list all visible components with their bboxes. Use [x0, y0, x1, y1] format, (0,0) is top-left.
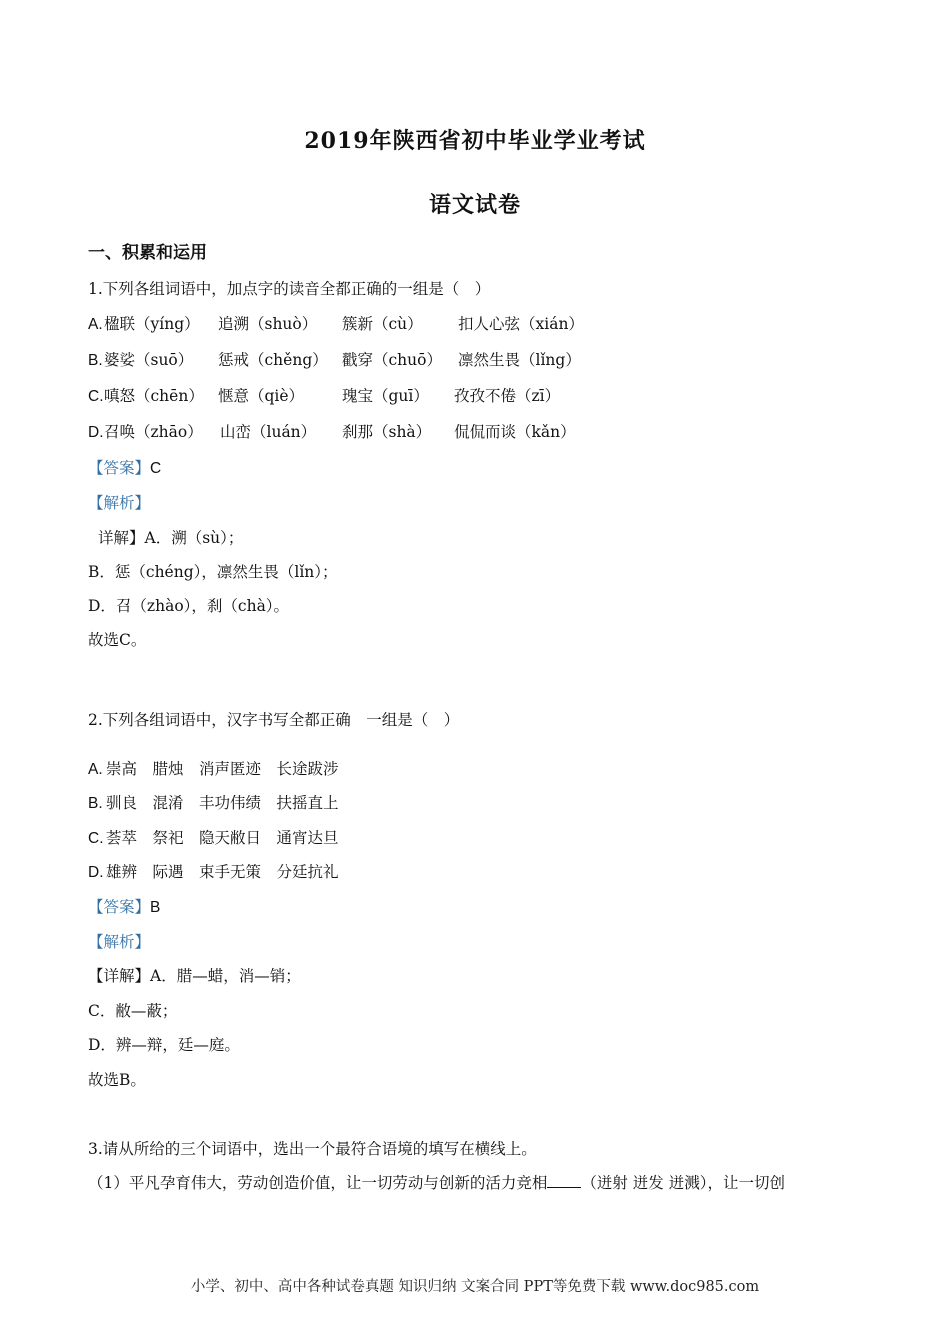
option-word: 惬意（qiè）	[218, 387, 305, 405]
option-label: B.	[88, 352, 103, 369]
option-label: A.	[88, 316, 103, 333]
q1-explanation-line: 详解】A．溯（sù）；	[98, 529, 244, 547]
answer-label: 【答案】	[88, 898, 151, 916]
option-word: 嗔怒（chēn）	[104, 387, 204, 405]
q2-option-c	[88, 828, 339, 849]
q2-stem: 2.下列各组词语中，汉字书写全都正确 一组是（ ）	[88, 711, 460, 729]
option-word: 戳穿（chuō）	[342, 351, 442, 369]
q2-analysis-label: 【解析】	[88, 933, 151, 951]
option-word: 楹联（yíng）	[104, 315, 200, 333]
q3-stem: 3.请从所给的三个词语中，选出一个最符合语境的填写在横线上。	[88, 1140, 537, 1158]
q1-stem: 1.下列各组词语中，加点字的读音全都正确的一组是（ ）	[88, 280, 491, 298]
exam-subtitle: 语文试卷	[428, 192, 521, 218]
option-label: D.	[88, 864, 104, 881]
q2-explanation-line: C．敝—蔽；	[88, 1002, 178, 1020]
fill-blank	[547, 1173, 581, 1188]
page-footer: 小学、初中、高中各种试卷真题 知识归纳 文案合同 PPT等免费下载 www.doc985.com	[190, 1279, 760, 1295]
option-word: 追溯（shuò）	[218, 315, 318, 333]
q3-part-1	[88, 1173, 785, 1193]
q2-answer	[88, 897, 160, 918]
q3-part-1-choices: （迸射 迸发 迸溅），让一切创	[581, 1174, 785, 1192]
exam-title: 2019年陕西省初中毕业学业考试	[304, 128, 646, 154]
q2-option-a	[88, 759, 339, 780]
q1-option-d	[88, 422, 576, 443]
option-word: 刹那（shà）	[342, 423, 432, 441]
q1-answer	[88, 458, 161, 479]
option-word: 侃侃而谈（kǎn）	[454, 423, 576, 441]
option-label: B.	[88, 795, 103, 812]
option-word: 簇新（cù）	[342, 315, 423, 333]
option-word: 瑰宝（guī）	[342, 387, 429, 405]
q3-part-1-text: （1）平凡孕育伟大，劳动创造价值，让一切劳动与创新的活力竞相	[88, 1174, 548, 1192]
answer-label: 【答案】	[88, 459, 151, 477]
option-word: 召唤（zhāo）	[104, 423, 203, 441]
option-label: C.	[88, 388, 104, 405]
q2-explanation-line: 【详解】A．腊—蜡，消—销；	[88, 967, 301, 985]
option-word: 婆娑（suō）	[104, 351, 194, 369]
q2-option-b	[88, 793, 339, 814]
option-text: 驯良 混淆 丰功伟绩 扶摇直上	[106, 794, 339, 812]
option-word: 惩戒（chěng）	[218, 351, 328, 369]
option-word: 山峦（luán）	[220, 423, 317, 441]
q2-option-d	[88, 862, 339, 883]
q1-option-c	[88, 386, 561, 407]
option-label: C.	[88, 830, 104, 847]
q1-explanation-line: D．召（zhào），刹（chà）。	[88, 597, 290, 615]
option-text: 荟萃 祭祀 隐天敝日 通宵达旦	[106, 829, 339, 847]
option-label: D.	[88, 424, 104, 441]
option-text: 崇高 腊烛 消声匿迹 长途跋涉	[106, 760, 339, 778]
section-heading: 一、积累和运用	[88, 243, 207, 263]
q1-explanation-line: B．惩（chéng），凛然生畏（lǐn）；	[88, 563, 338, 581]
answer-value: C	[150, 460, 162, 477]
q1-analysis-label: 【解析】	[88, 494, 151, 512]
q1-option-b	[88, 350, 581, 371]
q2-explanation-line: 故选B。	[88, 1071, 146, 1089]
q1-explanation-line: 故选C。	[88, 631, 147, 649]
q1-option-a	[88, 314, 584, 335]
q2-explanation-line: D．辨—辩，廷—庭。	[88, 1036, 240, 1054]
option-label: A.	[88, 761, 103, 778]
option-text: 雄辨 际遇 束手无策 分廷抗礼	[106, 863, 339, 881]
option-word: 扣人心弦（xián）	[458, 315, 584, 333]
option-word: 凛然生畏（lǐng）	[458, 351, 581, 369]
answer-value: B	[150, 899, 161, 916]
option-word: 孜孜不倦（zī）	[454, 387, 561, 405]
